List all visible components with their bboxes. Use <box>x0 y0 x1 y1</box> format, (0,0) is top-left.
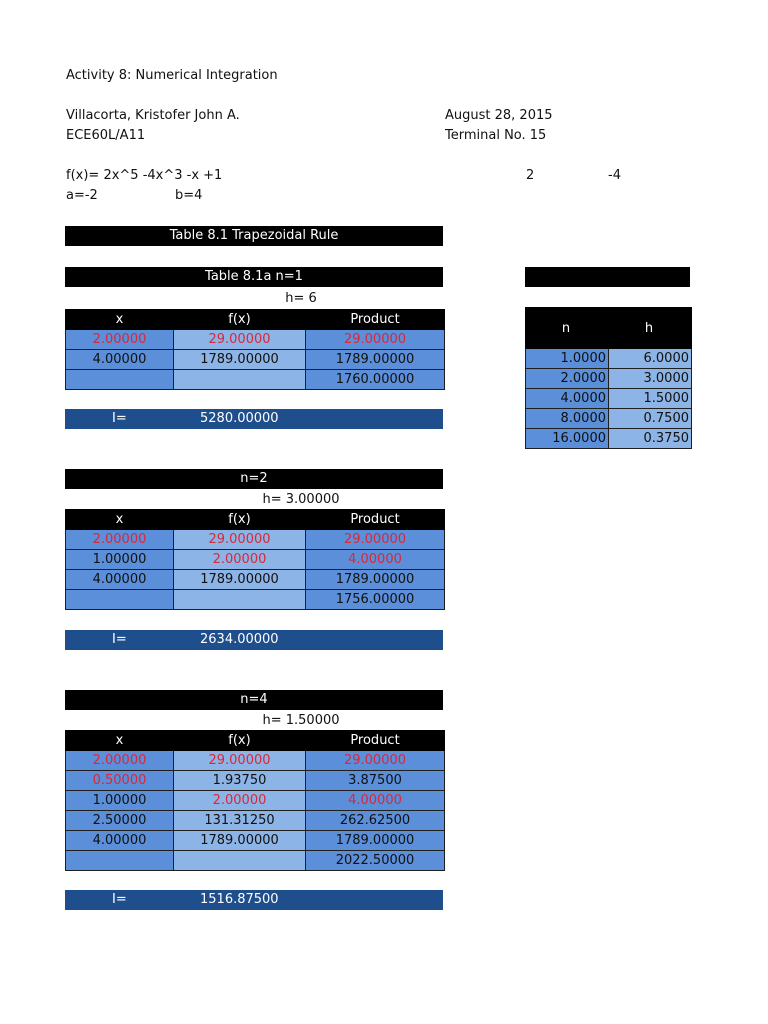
table-header-row <box>66 310 445 330</box>
table-title: n=4 <box>65 690 443 710</box>
integral-result-bar <box>65 409 443 429</box>
main-table-title: Table 8.1 Trapezoidal Rule <box>65 226 443 246</box>
table-row <box>66 350 445 370</box>
cell-product: 1789.00000 <box>306 350 445 370</box>
cell-fx: 2.00000 <box>174 791 306 811</box>
table-row <box>66 771 445 791</box>
cell-x: 1.00000 <box>66 550 174 570</box>
side-table-row <box>526 349 692 369</box>
table-row <box>66 751 445 771</box>
document-title: Activity 8: Numerical Integration <box>66 68 278 83</box>
data-table <box>65 509 445 610</box>
side-table-row <box>526 389 692 409</box>
integral-value: 2634.00000 <box>200 632 279 647</box>
cell-x: 4.00000 <box>66 831 174 851</box>
student-name: Villacorta, Kristofer John A. <box>66 108 240 123</box>
column-header-fx: f(x) <box>174 510 306 530</box>
table-row <box>66 330 445 350</box>
cell-h: 0.3750 <box>609 429 692 449</box>
cell-product: 4.00000 <box>306 791 445 811</box>
cell-n: 4.0000 <box>526 389 609 409</box>
data-table <box>65 730 445 871</box>
integral-label: I= <box>112 411 127 426</box>
cell-product: 1756.00000 <box>306 590 445 610</box>
cell-n: 1.0000 <box>526 349 609 369</box>
column-header-x: x <box>66 310 174 330</box>
cell-x: 4.00000 <box>66 570 174 590</box>
table-row <box>66 831 445 851</box>
cell-fx: 131.31250 <box>174 811 306 831</box>
cell-x: 2.00000 <box>66 330 174 350</box>
upper-limit: b=4 <box>175 188 203 203</box>
cell-fx: 29.00000 <box>174 751 306 771</box>
cell-x <box>66 851 174 871</box>
column-header-product: Product <box>306 731 445 751</box>
cell-x: 1.00000 <box>66 791 174 811</box>
course-code: ECE60L/A11 <box>66 128 146 143</box>
table-row <box>66 791 445 811</box>
cell-product: 1760.00000 <box>306 370 445 390</box>
cell-product: 1789.00000 <box>306 570 445 590</box>
side-summary-table <box>525 307 692 449</box>
cell-h: 0.7500 <box>609 409 692 429</box>
terminal-number: Terminal No. 15 <box>445 128 547 143</box>
table-row <box>66 811 445 831</box>
step-size-label: h= 6 <box>285 291 317 306</box>
integral-value: 1516.87500 <box>200 892 279 907</box>
cell-h: 3.0000 <box>609 369 692 389</box>
column-header-product: Product <box>306 510 445 530</box>
cell-product: 3.87500 <box>306 771 445 791</box>
lower-limit: a=-2 <box>66 188 98 203</box>
cell-fx: 1789.00000 <box>174 831 306 851</box>
side-header-row <box>526 308 692 349</box>
side-header-n: n <box>526 308 609 349</box>
cell-x: 2.00000 <box>66 530 174 550</box>
column-header-x: x <box>66 510 174 530</box>
table-title: Table 8.1a n=1 <box>65 267 443 287</box>
right-value-1: 2 <box>526 168 535 183</box>
cell-product: 29.00000 <box>306 751 445 771</box>
cell-fx <box>174 590 306 610</box>
side-table-title <box>525 267 690 287</box>
cell-product: 2022.50000 <box>306 851 445 871</box>
cell-fx: 29.00000 <box>174 530 306 550</box>
table-row <box>66 851 445 871</box>
cell-product: 1789.00000 <box>306 831 445 851</box>
cell-fx: 2.00000 <box>174 550 306 570</box>
cell-product: 4.00000 <box>306 550 445 570</box>
column-header-product: Product <box>306 310 445 330</box>
cell-product: 29.00000 <box>306 530 445 550</box>
side-table-row <box>526 409 692 429</box>
function-definition: f(x)= 2x^5 -4x^3 -x +1 <box>66 168 223 183</box>
cell-x <box>66 590 174 610</box>
cell-fx: 29.00000 <box>174 330 306 350</box>
side-table-row <box>526 369 692 389</box>
cell-n: 2.0000 <box>526 369 609 389</box>
cell-x: 2.50000 <box>66 811 174 831</box>
column-header-x: x <box>66 731 174 751</box>
cell-x: 2.00000 <box>66 751 174 771</box>
integral-value: 5280.00000 <box>200 411 279 426</box>
cell-n: 16.0000 <box>526 429 609 449</box>
table-row <box>66 370 445 390</box>
cell-x <box>66 370 174 390</box>
table-title: n=2 <box>65 469 443 489</box>
cell-product: 29.00000 <box>306 330 445 350</box>
side-table-row <box>526 429 692 449</box>
integral-label: I= <box>112 892 127 907</box>
right-value-2: -4 <box>608 168 621 183</box>
cell-x: 0.50000 <box>66 771 174 791</box>
table-row <box>66 550 445 570</box>
table-row <box>66 590 445 610</box>
table-row <box>66 530 445 550</box>
cell-fx <box>174 370 306 390</box>
cell-n: 8.0000 <box>526 409 609 429</box>
table-row <box>66 570 445 590</box>
integral-label: I= <box>112 632 127 647</box>
cell-x: 4.00000 <box>66 350 174 370</box>
table-header-row <box>66 510 445 530</box>
data-table <box>65 309 445 390</box>
table-header-row <box>66 731 445 751</box>
column-header-fx: f(x) <box>174 731 306 751</box>
cell-fx: 1789.00000 <box>174 570 306 590</box>
integral-result-bar <box>65 890 443 910</box>
date-text: August 28, 2015 <box>445 108 553 123</box>
cell-product: 262.62500 <box>306 811 445 831</box>
cell-h: 6.0000 <box>609 349 692 369</box>
cell-fx: 1789.00000 <box>174 350 306 370</box>
side-header-h: h <box>609 308 692 349</box>
cell-fx <box>174 851 306 871</box>
column-header-fx: f(x) <box>174 310 306 330</box>
step-size-label: h= 1.50000 <box>262 713 340 728</box>
integral-result-bar <box>65 630 443 650</box>
cell-fx: 1.93750 <box>174 771 306 791</box>
step-size-label: h= 3.00000 <box>262 492 340 507</box>
cell-h: 1.5000 <box>609 389 692 409</box>
